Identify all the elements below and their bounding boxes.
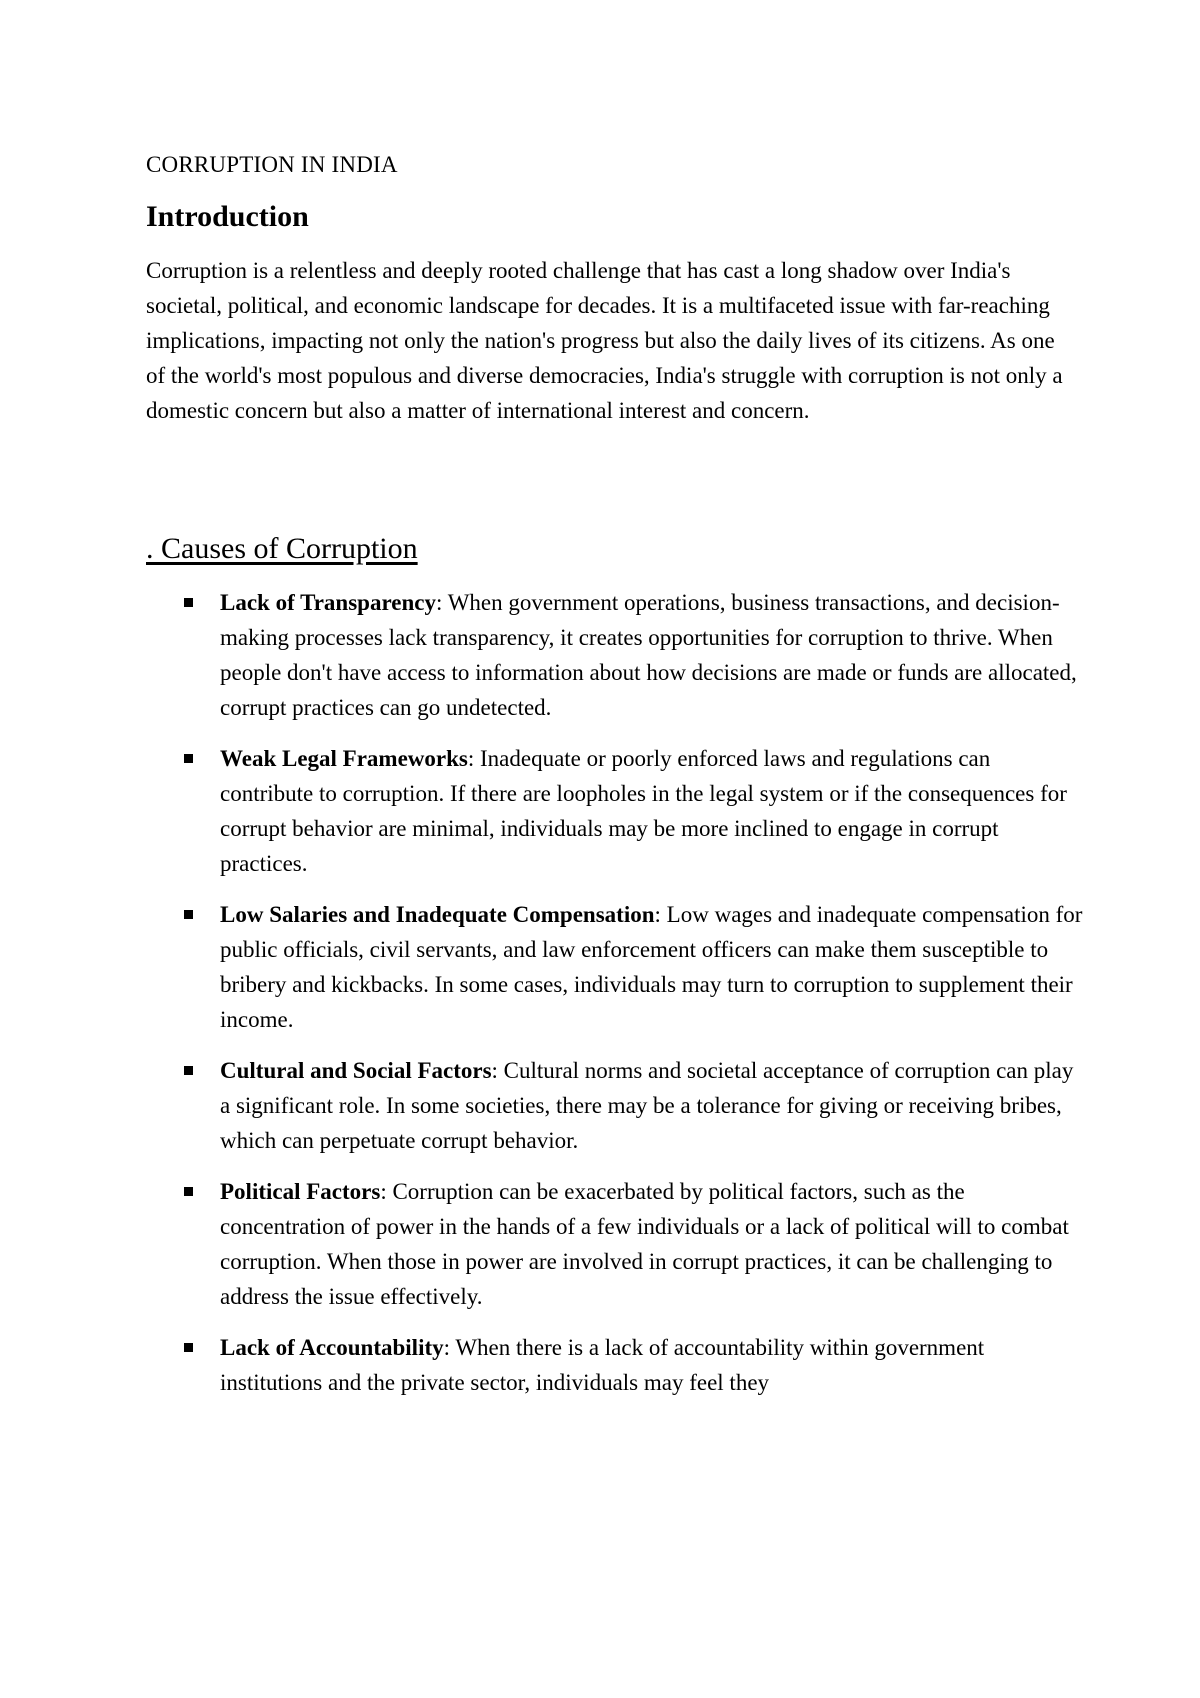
- cause-term: Lack of Accountability: [220, 1335, 444, 1360]
- cause-text: : Cultural norms and societal acceptance of corruption can play a significant role. In some societies, there may be a tolerance for giving or receiving bribes, which can perpetuate corrupt behavior.: [220, 1058, 1074, 1153]
- cause-text: : Low wages and inadequate compensation for public officials, civil servants, and law enforcement officers can make them susceptible to bribery and kickbacks. In some cases, individuals may turn to corruption to supplement their income.: [220, 902, 1083, 1032]
- introduction-heading: Introduction: [146, 200, 309, 233]
- list-item: [146, 1174, 1086, 1314]
- cause-text: : Corruption can be exacerbated by political factors, such as the concentration of power in the hands of a few individuals or a lack of political will to combat corruption. When those in power are involved in corrupt practices, it can be challenging to address the issue effectively.: [220, 1179, 1069, 1309]
- cause-term: Cultural and Social Factors: [220, 1058, 492, 1083]
- square-bullet-icon: [184, 910, 193, 919]
- cause-term: Political Factors: [220, 1179, 381, 1204]
- cause-text: : When government operations, business transactions, and decision-making processes lack transparency, it creates opportunities for corruption to thrive. When people don't have access to information about how decisions are made or funds are allocated, corrupt practices can go undetected.: [220, 590, 1077, 720]
- square-bullet-icon: [184, 1187, 193, 1196]
- square-bullet-icon: [184, 1066, 193, 1075]
- square-bullet-icon: [184, 754, 193, 763]
- list-item: [146, 1053, 1086, 1158]
- document-title: CORRUPTION IN INDIA: [146, 152, 398, 177]
- causes-list: [146, 585, 1086, 1416]
- cause-text: : Inadequate or poorly enforced laws and regulations can contribute to corruption. If there are loopholes in the legal system or if the consequences for corrupt behavior are minimal, individuals may be more inclined to engage in corrupt practices.: [220, 746, 1067, 876]
- list-item: [146, 741, 1086, 881]
- cause-term: Weak Legal Frameworks: [220, 746, 468, 771]
- cause-term: Lack of Transparency: [220, 590, 436, 615]
- list-item: [146, 585, 1086, 725]
- square-bullet-icon: [184, 1343, 193, 1352]
- cause-term: Low Salaries and Inadequate Compensation: [220, 902, 655, 927]
- introduction-paragraph: Corruption is a relentless and deeply rooted challenge that has cast a long shadow over India's societal, political, and economic landscape for decades. It is a multifaceted issue with far-reaching implications, impacting not only the nation's progress but also the daily lives of its citizens. As one of the world's most populous and diverse democracies, India's struggle with corruption is not only a domestic concern but also a matter of international interest and concern.: [146, 258, 1063, 423]
- cause-text: : When there is a lack of accountability within government institutions and the private sector, individuals may feel they: [220, 1335, 985, 1395]
- list-item: [146, 897, 1086, 1037]
- causes-heading: . Causes of Corruption: [146, 532, 418, 565]
- square-bullet-icon: [184, 598, 193, 607]
- list-item: [146, 1330, 1086, 1400]
